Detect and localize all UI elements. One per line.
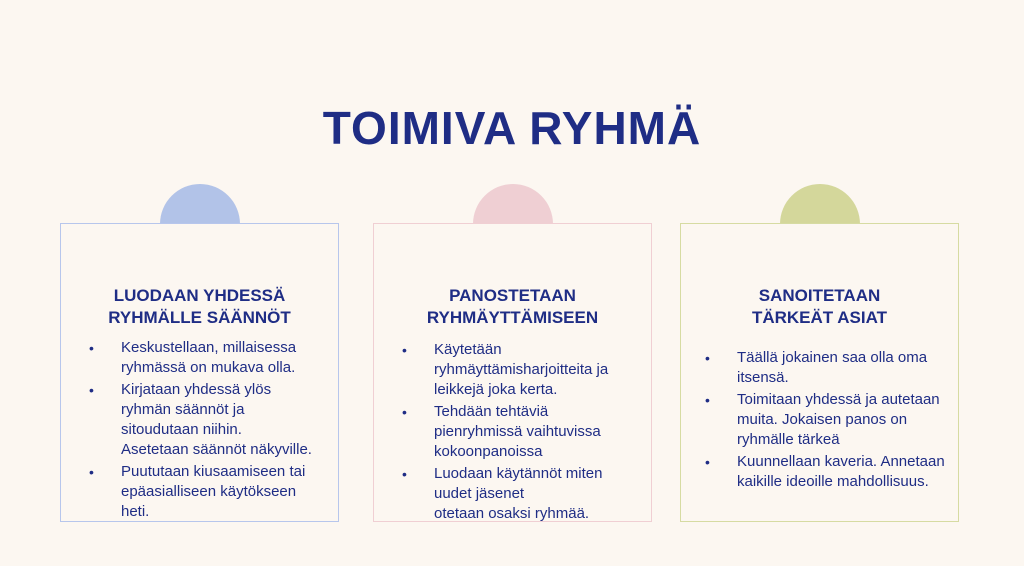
bullet-icon: • bbox=[89, 464, 94, 480]
list-item-text: Kirjataan yhdessä ylös bbox=[121, 381, 272, 398]
list-item-text: heti. bbox=[121, 503, 150, 520]
list-item bbox=[87, 338, 337, 378]
bullet-icon: • bbox=[89, 340, 94, 356]
list-item-text: Luodaan käytännöt miten bbox=[434, 465, 603, 482]
card-heading bbox=[374, 285, 651, 329]
card-heading-line: LUODAAN YHDESSÄ bbox=[113, 286, 286, 305]
list-item-text: Käytetään bbox=[434, 341, 502, 358]
list-item-text: pienryhmissä vaihtuvissa bbox=[434, 423, 601, 440]
card-heading-line: PANOSTETAAN bbox=[449, 286, 576, 305]
card-heading-line: RYHMÄYTTÄMISEEN bbox=[426, 308, 599, 327]
card-heading bbox=[61, 285, 338, 329]
card-heading bbox=[681, 285, 958, 329]
list-item-text: Täällä jokainen saa olla oma bbox=[737, 349, 928, 366]
bullet-icon: • bbox=[89, 382, 94, 398]
card-heading-line: SANOITETAAN bbox=[758, 286, 881, 305]
bullet-icon: • bbox=[402, 404, 407, 420]
list-item-text: Kuunnellaan kaveria. Annetaan bbox=[737, 453, 945, 470]
list-item-text: ryhmälle tärkeä bbox=[737, 431, 840, 448]
list-item bbox=[703, 390, 963, 450]
bullet-icon: • bbox=[705, 454, 710, 470]
list-item bbox=[703, 348, 963, 388]
bullet-list bbox=[87, 338, 337, 524]
bullet-list bbox=[703, 348, 963, 494]
list-item-text: ryhmäyttämisharjoitteita ja bbox=[434, 361, 609, 378]
list-item-text: kaikille ideoille mahdollisuus. bbox=[737, 473, 929, 490]
list-item-text: ryhmän säännöt ja bbox=[121, 401, 245, 418]
list-item-text: kokoonpanoissa bbox=[434, 443, 543, 460]
bullet-icon: • bbox=[402, 342, 407, 358]
card-important-things bbox=[680, 223, 959, 522]
list-item bbox=[703, 452, 963, 492]
page-title: TOIMIVA RYHMÄ bbox=[322, 102, 702, 154]
list-item-text: epäasialliseen käytökseen bbox=[121, 483, 297, 500]
list-item-text: itsensä. bbox=[737, 369, 789, 386]
bullet-icon: • bbox=[402, 466, 407, 482]
list-item-text: otetaan osaksi ryhmää. bbox=[434, 505, 590, 522]
card-heading-line: TÄRKEÄT ASIAT bbox=[751, 308, 888, 327]
list-item-text: Puututaan kiusaamiseen tai bbox=[121, 463, 306, 480]
list-item bbox=[87, 462, 337, 522]
list-item bbox=[87, 380, 337, 460]
list-item-text: Tehdään tehtäviä bbox=[434, 403, 549, 420]
list-item-text: sitoudutaan niihin. bbox=[121, 421, 242, 438]
bullet-list bbox=[400, 340, 650, 526]
bullet-icon: • bbox=[705, 392, 710, 408]
list-item bbox=[400, 340, 650, 400]
list-item-text: Keskustellaan, millaisessa bbox=[121, 339, 297, 356]
bullet-icon: • bbox=[705, 350, 710, 366]
card-rules bbox=[60, 223, 339, 522]
list-item bbox=[400, 402, 650, 462]
list-item-text: Toimitaan yhdessä ja autetaan bbox=[737, 391, 940, 408]
list-item-text: ryhmässä on mukava olla. bbox=[121, 359, 296, 376]
card-heading-line: RYHMÄLLE SÄÄNNÖT bbox=[108, 308, 291, 327]
card-team-building bbox=[373, 223, 652, 522]
list-item bbox=[400, 464, 650, 524]
list-item-text: muita. Jokaisen panos on bbox=[737, 411, 908, 428]
list-item-text: uudet jäsenet bbox=[434, 485, 525, 502]
list-item-text: leikkejä joka kerta. bbox=[434, 381, 558, 398]
list-item-text: Asetetaan säännöt näkyville. bbox=[121, 441, 312, 458]
